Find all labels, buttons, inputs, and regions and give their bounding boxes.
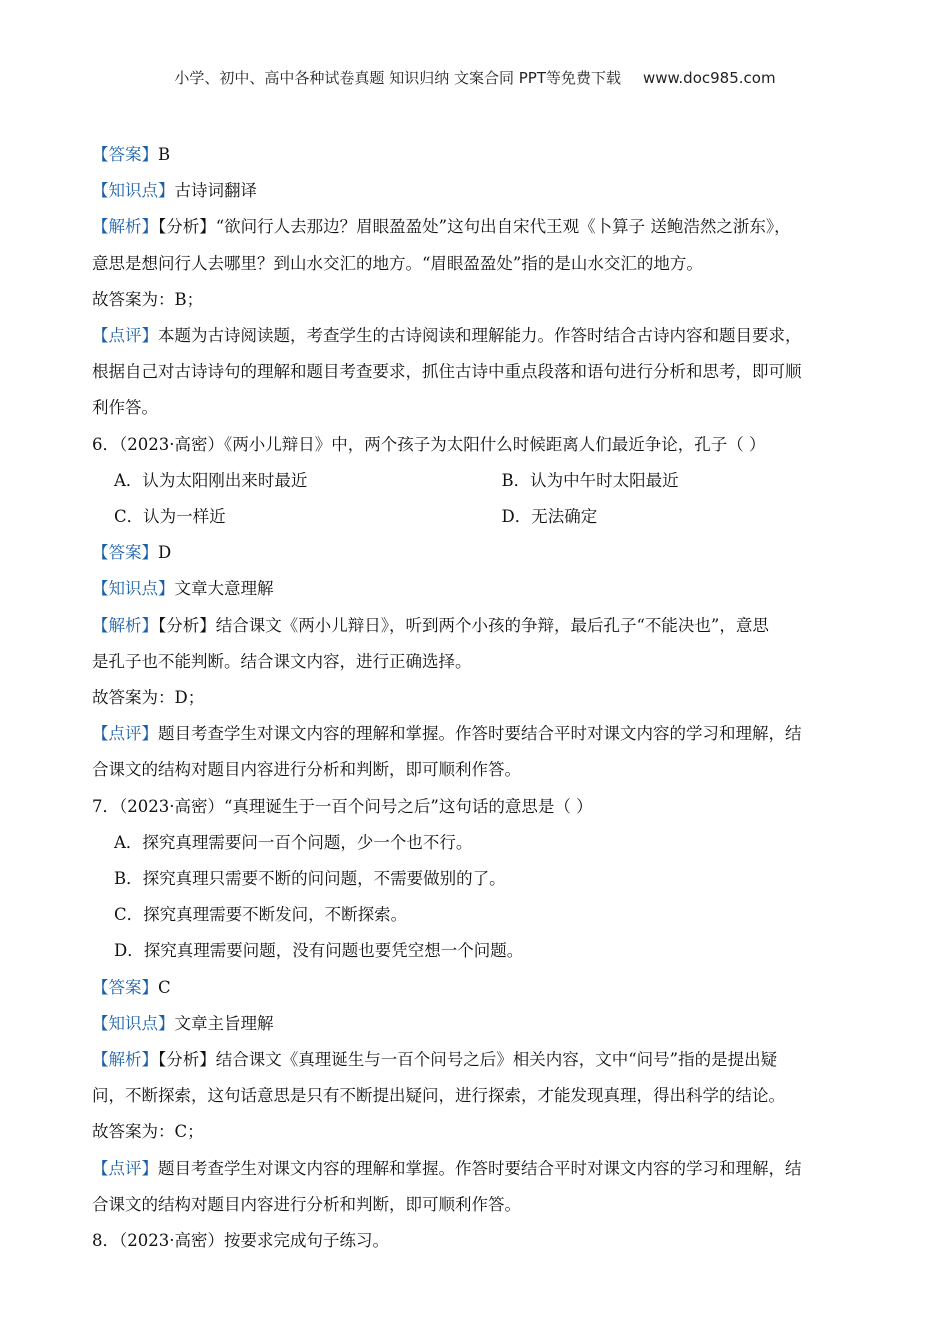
knowledge-tag: 【知识点】 [92, 579, 175, 599]
q5-answer: 【答案】B [92, 145, 171, 164]
analysis-tag: 【解析】 [92, 615, 158, 635]
q6-option-a: A．认为太阳刚出来时最近 [114, 470, 308, 490]
q5-comment-cont: 根据自己对古诗诗句的理解和题目考查要求，抓住古诗中重点段落和语句进行分析和思考，即可顺 [92, 362, 802, 382]
q7-answer: 【答案】C [92, 977, 171, 997]
q7-option-b: B．探究真理只需要不断的问问题，不需要做别的了。 [114, 869, 506, 889]
q6-option-b: B．认为中午时太阳最近 [501, 470, 679, 490]
q5-knowledge: 【知识点】古诗词翻译 [92, 181, 257, 201]
q6-result: 故答案为：D； [92, 688, 205, 708]
answer-tag: 【答案】 [92, 977, 158, 997]
q7-analysis-cont: 问，不断探索，这句话意思是只有不断提出疑问，进行探索，才能发现真理，得出科学的结论。 [92, 1086, 785, 1106]
q7-option-a: A．探究真理需要问一百个问题，少一个也不行。 [114, 832, 473, 852]
analysis-tag: 【解析】 [92, 1050, 158, 1070]
q6-stem: 6．（2023·高密）《两小儿辩日》中，两个孩子为太阳什么时候距离人们最近争论，孔子（ ） [92, 434, 766, 454]
q6-analysis: 【解析】【分析】结合课文《两小儿辩日》，听到两个小孩的争辩，最后孔子“不能决也”，意思 [92, 615, 769, 635]
q5-analysis: 【解析】【分析】“欲问行人去那边？眉眼盈盈处”这句出自宋代王观《卜算子 送鲍浩然之浙东》， [92, 217, 791, 237]
comment-tag: 【点评】 [92, 724, 158, 744]
knowledge-tag: 【知识点】 [92, 181, 175, 201]
q6-comment: 【点评】题目考查学生对课文内容的理解和掌握。作答时要结合平时对课文内容的学习和理解，结 [92, 724, 802, 744]
q7-result: 故答案为：C； [92, 1122, 204, 1142]
q5-comment-cont2: 利作答。 [92, 398, 158, 418]
q5-analysis-cont: 意思是想问行人去哪里？到山水交汇的地方。“眉眼盈盈处”指的是山水交汇的地方。 [92, 253, 703, 273]
header-site-link[interactable]: www.doc985.com [642, 69, 776, 87]
q7-knowledge: 【知识点】文章主旨理解 [92, 1013, 274, 1033]
comment-tag: 【点评】 [92, 326, 158, 346]
q8-stem: 8．（2023·高密）按要求完成句子练习。 [92, 1231, 389, 1251]
answer-tag: 【答案】 [92, 145, 158, 164]
q6-answer: 【答案】D [92, 543, 172, 563]
comment-tag: 【点评】 [92, 1158, 158, 1178]
knowledge-tag: 【知识点】 [92, 1013, 175, 1033]
q7-stem: 7．（2023·高密）“真理诞生于一百个问号之后”这句话的意思是（ ） [92, 796, 593, 816]
header-text: 小学、初中、高中各种试卷真题 知识归纳 文案合同 PPT等免费下载 [174, 69, 621, 87]
q6-analysis-cont: 是孔子也不能判断。结合课文内容，进行正确选择。 [92, 651, 472, 671]
document-body [92, 137, 867, 1259]
analysis-tag: 【解析】 [92, 217, 158, 237]
q5-comment: 【点评】本题为古诗阅读题，考查学生的古诗阅读和理解能力。作答时结合古诗内容和题目要求， [92, 326, 802, 346]
q5-result: 故答案为：B； [92, 289, 204, 309]
q6-option-c: C．认为一样近 [114, 507, 226, 527]
q6-options-row1 [92, 463, 867, 499]
q7-comment-cont: 合课文的结构对题目内容进行分析和判断，即可顺利作答。 [92, 1194, 521, 1214]
q6-option-d: D．无法确定 [501, 507, 598, 527]
q7-analysis: 【解析】【分析】结合课文《真理诞生与一百个问号之后》相关内容，文中“问号”指的是提出疑 [92, 1050, 778, 1070]
q7-option-c: C．探究真理需要不断发问，不断探索。 [114, 905, 408, 925]
q7-comment: 【点评】题目考查学生对课文内容的理解和掌握。作答时要结合平时对课文内容的学习和理解，结 [92, 1158, 802, 1178]
q6-options-row2 [92, 499, 867, 535]
page-header [0, 67, 950, 88]
answer-tag: 【答案】 [92, 543, 158, 563]
q6-knowledge: 【知识点】文章大意理解 [92, 579, 274, 599]
q7-option-d: D．探究真理需要问题，没有问题也要凭空想一个问题。 [114, 941, 524, 961]
q6-comment-cont: 合课文的结构对题目内容进行分析和判断，即可顺利作答。 [92, 760, 521, 780]
